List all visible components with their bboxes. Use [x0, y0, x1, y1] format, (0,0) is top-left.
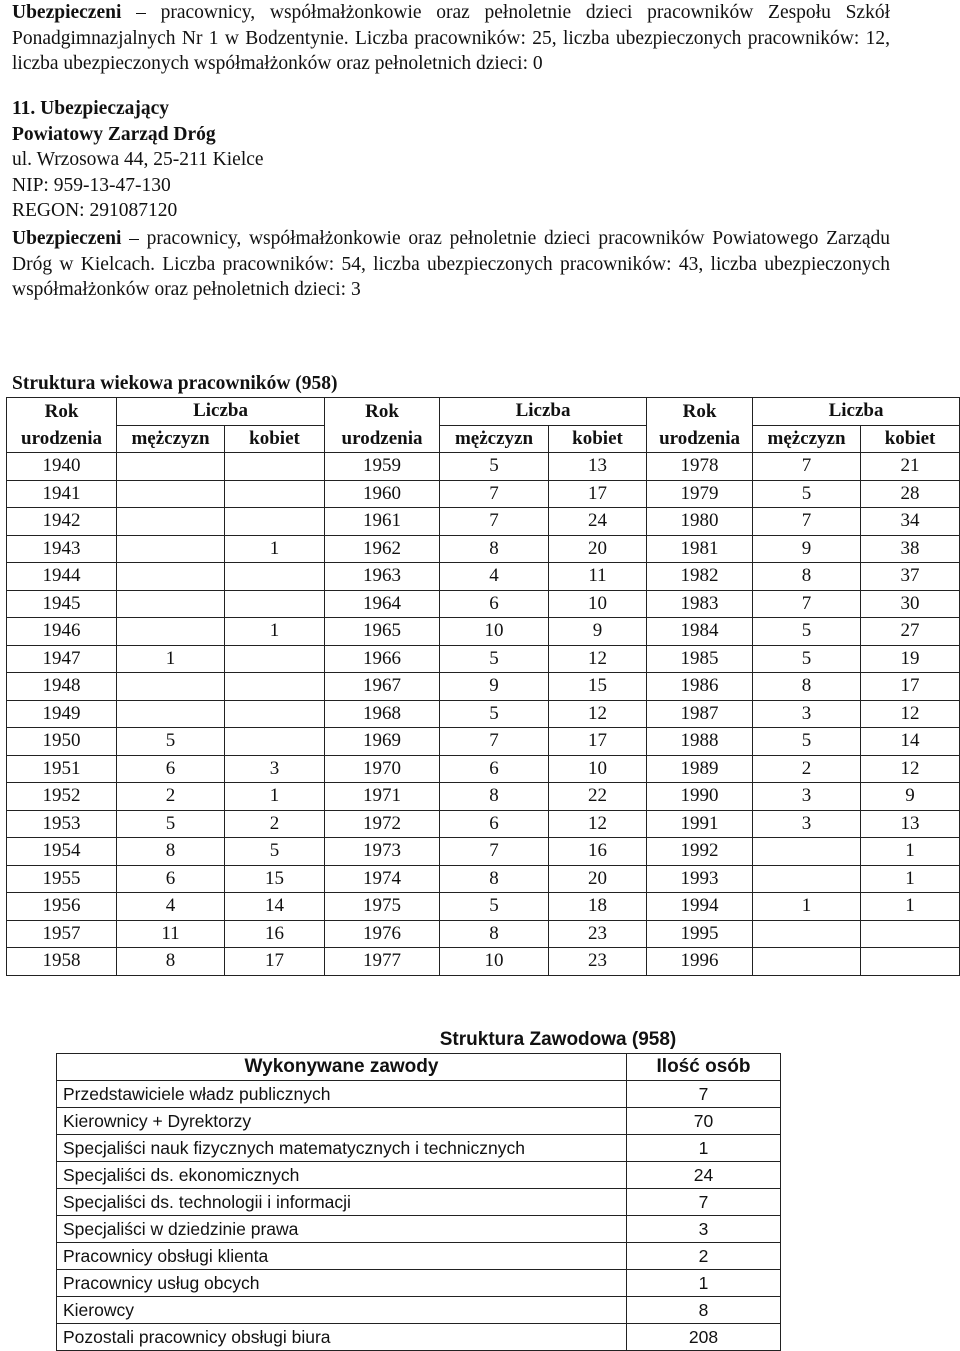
- table-cell: 1985: [647, 645, 753, 673]
- table-cell: 5: [753, 618, 861, 646]
- col-header-men: mężczyzn: [753, 425, 861, 453]
- table-cell: 1970: [325, 755, 440, 783]
- table-cell: 27: [861, 618, 960, 646]
- person-count-cell: 1: [627, 1270, 781, 1297]
- person-count-cell: 2: [627, 1243, 781, 1270]
- table-row: [7, 590, 960, 618]
- table-cell: 1964: [325, 590, 440, 618]
- table-cell: 10: [440, 618, 549, 646]
- table-cell: 10: [549, 590, 647, 618]
- table-cell: 1965: [325, 618, 440, 646]
- table-cell: 28: [861, 480, 960, 508]
- table-row: [57, 1081, 781, 1108]
- table-cell: [117, 618, 225, 646]
- table-cell: 1951: [7, 755, 117, 783]
- table-cell: 8: [753, 673, 861, 701]
- table-cell: 1955: [7, 865, 117, 893]
- table-cell: 23: [549, 948, 647, 976]
- insurer-nip: NIP: 959-13-47-130: [12, 174, 171, 196]
- table-cell: [225, 645, 325, 673]
- table-cell: [753, 865, 861, 893]
- table-cell: 1986: [647, 673, 753, 701]
- age-structure-table: [6, 397, 960, 976]
- table-cell: 1942: [7, 508, 117, 536]
- table-cell: 1987: [647, 700, 753, 728]
- table-cell: 20: [549, 865, 647, 893]
- table-cell: 17: [861, 673, 960, 701]
- table-row: [7, 865, 960, 893]
- table-cell: 22: [549, 783, 647, 811]
- table-cell: 3: [753, 783, 861, 811]
- table-cell: [117, 535, 225, 563]
- table-cell: 7: [753, 453, 861, 481]
- table-cell: 1953: [7, 810, 117, 838]
- table-cell: 1954: [7, 838, 117, 866]
- table-row: [57, 1297, 781, 1324]
- table-cell: 37: [861, 563, 960, 591]
- table-cell: [753, 838, 861, 866]
- table-cell: [753, 948, 861, 976]
- table-cell: 7: [440, 838, 549, 866]
- occupation-cell: Specjaliści ds. technologii i informacji: [57, 1189, 627, 1216]
- table-cell: 6: [440, 755, 549, 783]
- person-count-cell: 1: [627, 1135, 781, 1162]
- col-header-count: Liczba: [117, 398, 325, 426]
- table-cell: 1943: [7, 535, 117, 563]
- table-row: [7, 618, 960, 646]
- table-cell: 1995: [647, 920, 753, 948]
- table-cell: 1959: [325, 453, 440, 481]
- table-cell: 1968: [325, 700, 440, 728]
- insured-description: – pracownicy, współmałżonkowie oraz pełnoletnie dzieci pracowników Powiatowego Zarządu Dróg w Kielcach. Liczba pracowników: 54, liczba ubezpieczonych pracowników: 43, liczba ubezpieczonych współmałżonków oraz pełnoletnich dzieci: 3: [12, 228, 890, 300]
- table-cell: 8: [440, 535, 549, 563]
- insured-description: – pracownicy, współmałżonkowie oraz pełnoletnie dzieci pracowników Zespołu Szkół Ponadgimnazjalnych Nr 1 w Bodzentynie. Liczba pracowników: 25, liczba ubezpieczonych pracowników: 12, liczba ubezpieczonych współmałżonków oraz pełnoletnich dzieci: 0: [12, 2, 890, 74]
- table-cell: 1944: [7, 563, 117, 591]
- insured-paragraph-roads: [12, 226, 890, 303]
- table-cell: 15: [549, 673, 647, 701]
- age-table-body: [7, 453, 960, 976]
- table-cell: 9: [861, 783, 960, 811]
- occupation-cell: Specjaliści ds. ekonomicznych: [57, 1162, 627, 1189]
- table-cell: 12: [861, 700, 960, 728]
- col-header-count: Liczba: [440, 398, 647, 426]
- table-cell: [225, 453, 325, 481]
- table-cell: 8: [440, 920, 549, 948]
- table-cell: 1952: [7, 783, 117, 811]
- col-header-count: Liczba: [753, 398, 960, 426]
- table-header-row: [57, 1054, 781, 1081]
- table-cell: 13: [861, 810, 960, 838]
- table-cell: 1971: [325, 783, 440, 811]
- col-header-birth: urodzenia: [7, 425, 117, 453]
- table-cell: 1972: [325, 810, 440, 838]
- table-cell: 1: [117, 645, 225, 673]
- table-cell: 13: [549, 453, 647, 481]
- person-count-cell: 3: [627, 1216, 781, 1243]
- table-cell: 1960: [325, 480, 440, 508]
- table-cell: 1994: [647, 893, 753, 921]
- table-row: [57, 1108, 781, 1135]
- insured-paragraph-school: [12, 0, 890, 77]
- table-row: [7, 700, 960, 728]
- age-structure-title: Struktura wiekowa pracowników (958): [12, 373, 338, 394]
- table-cell: 11: [549, 563, 647, 591]
- table-cell: 9: [753, 535, 861, 563]
- occupation-cell: Kierowcy: [57, 1297, 627, 1324]
- table-cell: [861, 920, 960, 948]
- table-cell: 1957: [7, 920, 117, 948]
- person-count-cell: 208: [627, 1324, 781, 1351]
- table-cell: 1974: [325, 865, 440, 893]
- table-cell: [225, 480, 325, 508]
- table-cell: 3: [225, 755, 325, 783]
- table-cell: 12: [861, 755, 960, 783]
- table-cell: 38: [861, 535, 960, 563]
- table-cell: 24: [549, 508, 647, 536]
- table-cell: 10: [549, 755, 647, 783]
- table-cell: 5: [225, 838, 325, 866]
- table-cell: 1991: [647, 810, 753, 838]
- table-cell: 1984: [647, 618, 753, 646]
- table-cell: 2: [225, 810, 325, 838]
- table-cell: 3: [753, 700, 861, 728]
- col-header-person-count: Ilość osób: [627, 1054, 781, 1081]
- table-cell: [753, 920, 861, 948]
- table-cell: 1996: [647, 948, 753, 976]
- person-count-cell: 8: [627, 1297, 781, 1324]
- table-cell: 16: [225, 920, 325, 948]
- table-header-row: [7, 398, 960, 426]
- person-count-cell: 70: [627, 1108, 781, 1135]
- insurer-heading: 11. Ubezpieczający: [12, 98, 170, 119]
- table-row: [57, 1162, 781, 1189]
- table-cell: [225, 728, 325, 756]
- insured-label: Ubezpieczeni: [12, 2, 122, 23]
- table-cell: 1980: [647, 508, 753, 536]
- person-count-cell: 7: [627, 1081, 781, 1108]
- table-cell: 1: [861, 893, 960, 921]
- col-header-women: kobiet: [549, 425, 647, 453]
- table-cell: 1: [861, 838, 960, 866]
- table-cell: 6: [440, 590, 549, 618]
- table-cell: 5: [753, 480, 861, 508]
- insurer-block: [12, 96, 264, 224]
- table-cell: 1988: [647, 728, 753, 756]
- table-cell: 1967: [325, 673, 440, 701]
- table-cell: 12: [549, 810, 647, 838]
- table-cell: 1941: [7, 480, 117, 508]
- table-row: [7, 508, 960, 536]
- table-cell: 1993: [647, 865, 753, 893]
- col-header-year: Rok: [647, 398, 753, 426]
- table-cell: 5: [753, 728, 861, 756]
- table-row: [57, 1324, 781, 1351]
- col-header-women: kobiet: [225, 425, 325, 453]
- col-header-year: Rok: [325, 398, 440, 426]
- prof-table-body: [57, 1081, 781, 1351]
- table-cell: 34: [861, 508, 960, 536]
- table-cell: 8: [440, 783, 549, 811]
- table-cell: 5: [440, 453, 549, 481]
- table-cell: 1978: [647, 453, 753, 481]
- insured-label: Ubezpieczeni: [12, 228, 122, 249]
- insurer-name: Powiatowy Zarząd Dróg: [12, 123, 216, 145]
- table-cell: 1973: [325, 838, 440, 866]
- table-row: [7, 480, 960, 508]
- table-cell: 12: [549, 700, 647, 728]
- table-cell: 1956: [7, 893, 117, 921]
- table-cell: [117, 700, 225, 728]
- table-cell: 1949: [7, 700, 117, 728]
- table-cell: 5: [440, 893, 549, 921]
- table-cell: 2: [753, 755, 861, 783]
- table-cell: 6: [440, 810, 549, 838]
- table-cell: 20: [549, 535, 647, 563]
- table-row: [7, 645, 960, 673]
- table-cell: 1981: [647, 535, 753, 563]
- table-row: [57, 1135, 781, 1162]
- table-cell: 12: [549, 645, 647, 673]
- table-cell: 1945: [7, 590, 117, 618]
- table-cell: 7: [753, 508, 861, 536]
- table-cell: 4: [117, 893, 225, 921]
- table-cell: 1983: [647, 590, 753, 618]
- table-cell: [117, 508, 225, 536]
- table-cell: [117, 590, 225, 618]
- table-row: [57, 1270, 781, 1297]
- table-cell: 7: [440, 508, 549, 536]
- table-cell: 4: [440, 563, 549, 591]
- table-cell: 1946: [7, 618, 117, 646]
- table-row: [7, 535, 960, 563]
- table-row: [7, 453, 960, 481]
- col-header-year: Rok: [7, 398, 117, 426]
- table-cell: [225, 590, 325, 618]
- table-cell: [861, 948, 960, 976]
- table-cell: 1992: [647, 838, 753, 866]
- table-cell: 21: [861, 453, 960, 481]
- table-cell: 7: [440, 480, 549, 508]
- occupation-cell: Pracownicy usług obcych: [57, 1270, 627, 1297]
- table-cell: 1990: [647, 783, 753, 811]
- table-cell: 8: [117, 838, 225, 866]
- professional-structure-title-text: Struktura Zawodowa (958): [439, 1029, 677, 1050]
- table-cell: 1962: [325, 535, 440, 563]
- table-cell: 19: [861, 645, 960, 673]
- table-cell: 1948: [7, 673, 117, 701]
- table-row: [7, 563, 960, 591]
- table-row: [57, 1216, 781, 1243]
- table-cell: 10: [440, 948, 549, 976]
- table-subheader-row: [7, 425, 960, 453]
- table-cell: 5: [440, 700, 549, 728]
- table-cell: 1: [225, 618, 325, 646]
- occupation-cell: Pracownicy obsługi klienta: [57, 1243, 627, 1270]
- col-header-women: kobiet: [861, 425, 960, 453]
- table-cell: 8: [117, 948, 225, 976]
- insurer-regon: REGON: 291087120: [12, 200, 178, 221]
- person-count-cell: 24: [627, 1162, 781, 1189]
- table-row: [7, 728, 960, 756]
- table-row: [7, 810, 960, 838]
- table-cell: 7: [753, 590, 861, 618]
- table-row: [7, 673, 960, 701]
- occupation-cell: Pozostali pracownicy obsługi biura: [57, 1324, 627, 1351]
- table-cell: 15: [225, 865, 325, 893]
- occupation-cell: Przedstawiciele władz publicznych: [57, 1081, 627, 1108]
- table-cell: 1940: [7, 453, 117, 481]
- table-cell: 9: [440, 673, 549, 701]
- table-cell: 17: [549, 728, 647, 756]
- table-cell: [225, 508, 325, 536]
- col-header-birth: urodzenia: [647, 425, 753, 453]
- professional-structure-table: [56, 1053, 781, 1351]
- table-row: [7, 755, 960, 783]
- table-row: [7, 783, 960, 811]
- table-row: [57, 1189, 781, 1216]
- table-cell: 23: [549, 920, 647, 948]
- table-cell: 1979: [647, 480, 753, 508]
- person-count-cell: 7: [627, 1189, 781, 1216]
- table-cell: 1: [225, 535, 325, 563]
- occupation-cell: Specjaliści nauk fizycznych matematycznych i technicznych: [57, 1135, 627, 1162]
- table-cell: 1977: [325, 948, 440, 976]
- table-cell: 2: [117, 783, 225, 811]
- table-cell: 18: [549, 893, 647, 921]
- table-cell: 1: [861, 865, 960, 893]
- table-cell: 7: [440, 728, 549, 756]
- table-cell: 5: [440, 645, 549, 673]
- occupation-cell: Specjaliści w dziedzinie prawa: [57, 1216, 627, 1243]
- table-cell: 1975: [325, 893, 440, 921]
- table-cell: 1976: [325, 920, 440, 948]
- table-cell: 6: [117, 755, 225, 783]
- table-cell: 1989: [647, 755, 753, 783]
- table-cell: 30: [861, 590, 960, 618]
- table-cell: 8: [753, 563, 861, 591]
- col-header-occupation: Wykonywane zawody: [57, 1054, 627, 1081]
- table-cell: 16: [549, 838, 647, 866]
- table-cell: [225, 700, 325, 728]
- table-cell: 1961: [325, 508, 440, 536]
- table-row: [7, 920, 960, 948]
- table-cell: 6: [117, 865, 225, 893]
- table-cell: 1982: [647, 563, 753, 591]
- table-cell: 1958: [7, 948, 117, 976]
- table-row: [7, 838, 960, 866]
- table-cell: [117, 563, 225, 591]
- table-row: [57, 1243, 781, 1270]
- professional-structure-title: [0, 1028, 708, 1052]
- table-row: [7, 893, 960, 921]
- table-cell: [225, 673, 325, 701]
- table-cell: [117, 453, 225, 481]
- col-header-birth: urodzenia: [325, 425, 440, 453]
- col-header-men: mężczyzn: [117, 425, 225, 453]
- table-cell: [117, 673, 225, 701]
- table-cell: 8: [440, 865, 549, 893]
- occupation-cell: Kierownicy + Dyrektorzy: [57, 1108, 627, 1135]
- table-cell: 14: [225, 893, 325, 921]
- table-cell: 5: [753, 645, 861, 673]
- table-cell: 17: [549, 480, 647, 508]
- table-cell: 1966: [325, 645, 440, 673]
- insurer-address: ul. Wrzosowa 44, 25-211 Kielce: [12, 149, 264, 170]
- table-cell: 11: [117, 920, 225, 948]
- col-header-men: mężczyzn: [440, 425, 549, 453]
- table-cell: 1969: [325, 728, 440, 756]
- table-cell: 5: [117, 728, 225, 756]
- table-cell: 1: [225, 783, 325, 811]
- table-cell: 1963: [325, 563, 440, 591]
- table-cell: 14: [861, 728, 960, 756]
- table-cell: 1: [753, 893, 861, 921]
- table-cell: [225, 563, 325, 591]
- table-cell: 17: [225, 948, 325, 976]
- table-cell: 1947: [7, 645, 117, 673]
- table-row: [7, 948, 960, 976]
- table-cell: 1950: [7, 728, 117, 756]
- table-cell: 5: [117, 810, 225, 838]
- table-cell: [117, 480, 225, 508]
- table-cell: 3: [753, 810, 861, 838]
- table-cell: 9: [549, 618, 647, 646]
